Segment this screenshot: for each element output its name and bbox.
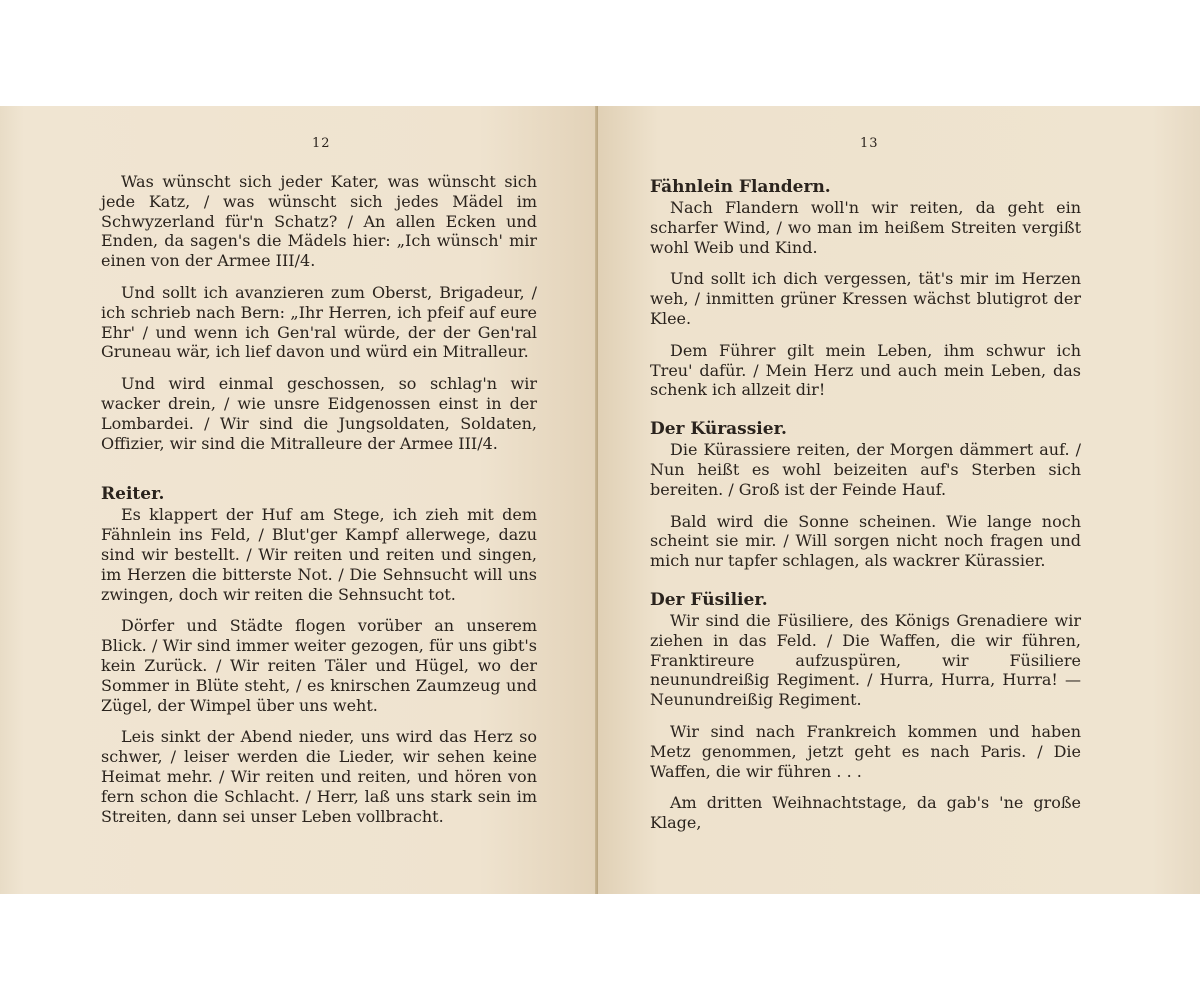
paragraph: Am dritten Weihnachtstage, da gab's 'ne große Klage, (650, 793, 1081, 833)
paragraph: Leis sinkt der Abend nieder, uns wird das Herz so schwer, / leiser werden die Lieder, wir sehen keine Heimat mehr. / Wir reiten und reiten, und hören von fern schon die Schlacht. / Herr, laß uns stark sein im Streiten, dann sei unser Leben vollbracht. (101, 727, 537, 826)
paragraph: Und sollt ich dich vergessen, tät's mir im Herzen weh, / inmitten grüner Kressen wächst blutigrot der Klee. (650, 269, 1081, 328)
paragraph: Nach Flandern woll'n wir reiten, da geht ein scharfer Wind, / wo man im heißem Streiten vergißt wohl Weib und Kind. (650, 198, 1081, 257)
song-title: Der Kürassier. (650, 419, 787, 440)
right-text-column (650, 176, 1081, 833)
paragraph: Bald wird die Sonne scheinen. Wie lange noch scheint sie mir. / Will sorgen nicht noch fragen und mich nur tapfer schlagen, als wackrer Kürassier. (650, 511, 1081, 571)
paragraph: Wir sind nach Frankreich kommen und haben Metz genommen, jetzt geht es nach Paris. / Die Waffen, die wir führen . . . (650, 721, 1081, 781)
page-number: 13 (860, 136, 879, 151)
paragraph: Wir sind die Füsiliere, des Königs Grenadiere wir ziehen in das Feld. / Die Waffen, die wir führen, Franktireure aufzuspüren, wir Füsiliere neunundreißig Regiment. / Hurra, Hurra, Hurra! — Neunundreißig Regiment. (650, 610, 1081, 710)
paragraph: Und wird einmal geschossen, so schlag'n wir wacker drein, / wie unsre Eidgenossen einst in der Lombardei. / Wir sind die Jungsoldaten, Soldaten, Offizier, wir sind die Mitralleure der Armee III/4. (101, 374, 537, 453)
song-title: Der Füsilier. (650, 589, 768, 610)
left-text-column (101, 172, 537, 826)
paragraph: Dem Führer gilt mein Leben, ihm schwur ich Treu' dafür. / Mein Herz und auch mein Leben, das schenk ich allzeit dir! (650, 340, 1081, 400)
paragraph: Es klappert der Huf am Stege, ich zieh mit dem Fähnlein ins Feld, / Blut'ger Kampf allerwege, dazu sind wir bestellt. / Wir reiten und reiten und singen, im Herzen die bitterste Not. / Die Sehnsucht will uns zwingen, doch wir reiten die Sehnsucht tot. (101, 505, 537, 604)
book-spread (0, 106, 1200, 894)
paragraph: Was wünscht sich jeder Kater, was wünscht sich jede Katz, / was wünscht sich jedes Mädel im Schwyzerland für'n Schatz? / An allen Ecken und Enden, da sagen's die Mädels hier: „Ich wünsch' mir einen von der Armee III/4. (101, 172, 537, 271)
song-title: Reiter. (101, 484, 165, 505)
paragraph: Und sollt ich avanzieren zum Oberst, Brigadeur, / ich schrieb nach Bern: „Ihr Herren, ich pfeif auf eure Ehr' / und wenn ich Gen'ral würde, der der Gen'ral Gruneau wär, ich lief davon und würd ein Mitralleur. (101, 282, 537, 362)
right-page (598, 106, 1200, 894)
page-number: 12 (312, 136, 331, 151)
left-page (0, 106, 598, 894)
song-title: Fähnlein Flandern. (650, 177, 831, 197)
paragraph: Dörfer und Städte flogen vorüber an unserem Blick. / Wir sind immer weiter gezogen, für uns gibt's kein Zurück. / Wir reiten Täler und Hügel, wo der Sommer in Blüte steht, / es knirschen Zaumzeug und Zügel, der Wimpel über uns weht. (101, 616, 537, 715)
paragraph: Die Kürassiere reiten, der Morgen dämmert auf. / Nun heißt es wohl beizeiten auf's Sterben sich bereiten. / Groß ist der Feinde Hauf. (650, 440, 1081, 499)
